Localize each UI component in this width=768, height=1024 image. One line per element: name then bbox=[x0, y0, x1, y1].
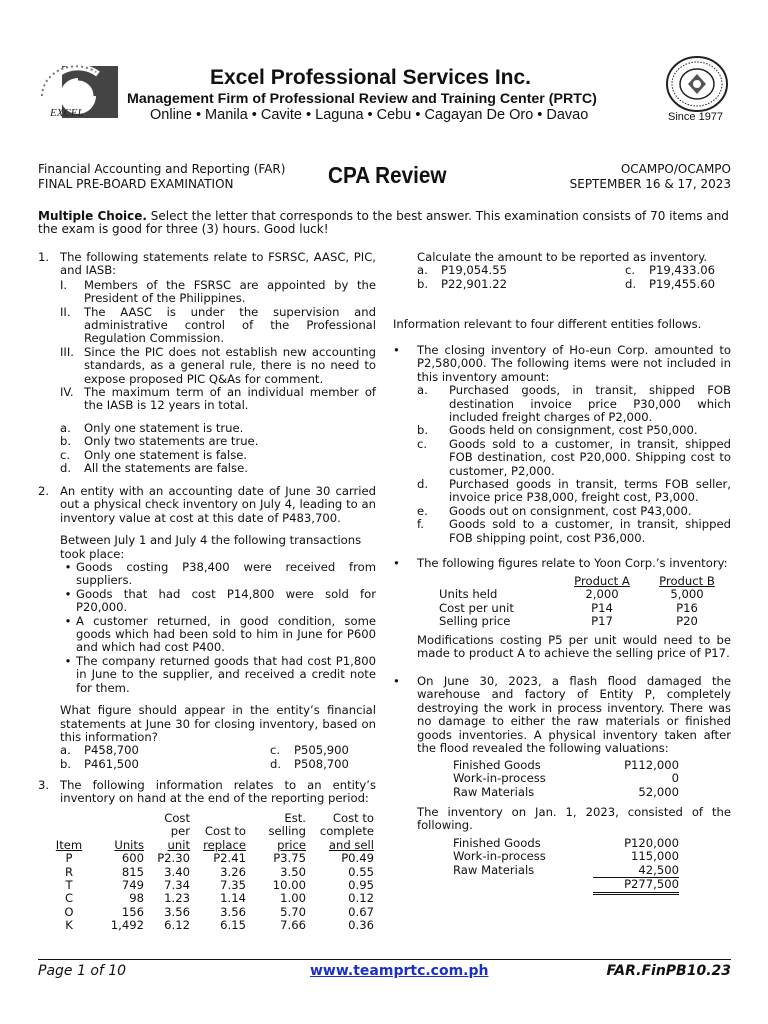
jan-inventory-table bbox=[453, 837, 679, 895]
table-header-row: Cost Est. Cost to bbox=[164, 811, 374, 825]
footer-divider bbox=[38, 959, 731, 960]
q3-stem: The following information relates to an entity’s inventory on hand at the end of the reporting period: bbox=[60, 778, 376, 806]
website-link[interactable]: www.teamprtc.com.ph bbox=[310, 963, 489, 979]
table-row: Work-in-process 0 bbox=[453, 771, 679, 786]
q2-choice[interactable]: c. P505,900 bbox=[270, 743, 349, 758]
instructions-text: Select the letter that corresponds to the best answer. This examination consists of 70 items and the exam is good for three (3) hours. Good luck! bbox=[38, 209, 729, 237]
table-row: Units held 2,000 5,000 bbox=[439, 587, 704, 602]
q1-statement: IV. The maximum term of an individual member of the IASB is 12 years in total. bbox=[60, 385, 376, 413]
company-name: Excel Professional Services Inc. bbox=[210, 66, 532, 89]
table-row: Raw Materials 52,000 bbox=[453, 784, 679, 799]
ho-eun-item: f. Goods sold to a customer, in transit, shipped FOB shipping point, cost P36,000. bbox=[417, 517, 731, 545]
table-row: K 1,492 6.12 6.15 7.66 0.36 bbox=[65, 918, 374, 933]
exam-subject: Financial Accounting and Reporting (FAR) bbox=[38, 162, 286, 176]
q3-number: 3. bbox=[38, 778, 50, 792]
table-row: Finished Goods P112,000 bbox=[453, 758, 679, 772]
question-1 bbox=[38, 251, 376, 476]
table-header-row: Product A Product B bbox=[574, 574, 715, 588]
exam-type: FINAL PRE-BOARD EXAMINATION bbox=[38, 177, 234, 191]
q3-calc: Calculate the amount to be reported as inventory. bbox=[417, 250, 708, 264]
branch-locations: Online • Manila • Cavite • Laguna • Cebu • Cagayan De Oro • Davao bbox=[150, 107, 589, 123]
entity-p-text: On June 30, 2023, a flash flood damaged the warehouse and factory of Entity P, completely destroying the work in process inventory. There was no damage to either the raw materials or finished goods inventories. A physical inventory taken after the flood revealed the following valuations: bbox=[417, 674, 731, 756]
jan-inventory-text: The inventory on Jan. 1, 2023, consisted of the following. bbox=[417, 805, 731, 833]
four-entities-intro: Information relevant to four different entities follows. bbox=[393, 317, 702, 331]
table-row: Work-in-process 115,000 bbox=[453, 849, 679, 864]
entity-yoon: • The following figures relate to Yoon Corp.’s inventory: bbox=[393, 557, 731, 570]
yoon-table bbox=[439, 575, 731, 629]
q3-choice[interactable]: b. P22,901.22 bbox=[417, 276, 507, 291]
company-logo bbox=[38, 64, 120, 124]
table-header-row: per Cost to selling complete bbox=[170, 824, 374, 839]
ho-eun-item: d. Purchased goods in transit, terms FOB seller, invoice price P38,000, freight cost, P3,000. bbox=[417, 477, 731, 505]
ho-eun-text: The closing inventory of Ho-eun Corp. amounted to P2,580,000. The following items were not included in this inventory amount: bbox=[417, 343, 731, 384]
q1-choice[interactable]: a. Only one statement is true. bbox=[60, 420, 244, 435]
table-row: Raw Materials 42,500 bbox=[453, 862, 679, 878]
instructions-lead: Multiple Choice. bbox=[38, 209, 147, 223]
q3-continued bbox=[417, 251, 731, 291]
q1-statement: II. The AASC is under the supervision and administrative control of the Professional Regulation Commission. bbox=[60, 304, 376, 346]
table-row: Cost per unit P14 P16 bbox=[439, 600, 698, 615]
ho-eun-item: a. Purchased goods, in transit, shipped FOB destination invoice price P30,000 which included freight charges of P2,000. bbox=[417, 383, 731, 425]
q3-inventory-table bbox=[54, 812, 374, 933]
q1-statement: III. Since the PIC does not establish new accounting standards, as a general rule, there is no need to expose proposed PIC Q&As for comment. bbox=[60, 344, 376, 386]
q1-stem: The following statements relate to FSRSC, AASC, PIC, and IASB: bbox=[60, 250, 376, 278]
q2-bullet: • Goods costing P38,400 were received from suppliers. bbox=[64, 560, 376, 588]
cpa-review-title: CPA Review bbox=[328, 162, 447, 188]
instructions bbox=[38, 210, 731, 237]
company-subtitle: Management Firm of Professional Review and Training Center (PRTC) bbox=[127, 91, 597, 107]
entity-ho-eun: • The closing inventory of Ho-eun Corp. amounted to P2,580,000. The following items were not included in this inventory amount: a. Purchased goods, in transit, shipped FOB destination invoice price P30,000 which included freight charges of P2,000. b. Goods held on consignment, cost P50,000. c. Goods sold to a customer, in transit, shipped FOB destination, cost P20,000. Shipping cost to customer, P2,000. d. Purchased goods in transit, terms FOB seller, invoice price P38,000, freight cost, P3,000. e. Goods out on consignment, cost P43,000. f. Goods sold to a customer, in transit, shipped FOB shipping point, cost P36,000. bbox=[393, 343, 731, 545]
q2-choice[interactable]: d. P508,700 bbox=[270, 756, 349, 771]
since-year: Since 1977 bbox=[668, 111, 724, 123]
document-code: FAR.FinPB10.23 bbox=[606, 963, 731, 979]
q3-choice[interactable]: c. P19,433.06 bbox=[625, 263, 715, 278]
yoon-note: Modifications costing P5 per unit would need to be made to product A to achieve the selling price of P17. bbox=[417, 633, 731, 661]
q1-choice[interactable]: d. All the statements are false. bbox=[60, 461, 248, 476]
q2-question: What figure should appear in the entity’s financial statements at June 30 for closing inventory, based on this information? bbox=[60, 703, 376, 744]
q3-choice[interactable]: a. P19,054.55 bbox=[417, 263, 507, 278]
q1-number: 1. bbox=[38, 250, 50, 264]
exam-authors: OCAMPO/OCAMPO bbox=[620, 162, 731, 176]
yoon-text: The following figures relate to Yoon Corp.’s inventory: bbox=[417, 556, 728, 570]
table-row: Selling price P17 P20 bbox=[439, 614, 698, 629]
page-number: Page 1 of 10 bbox=[38, 963, 127, 979]
table-row: Finished Goods P120,000 bbox=[453, 836, 679, 850]
logo-text: EXCEL bbox=[50, 107, 84, 119]
q2-intro: Between July 1 and July 4 the following transactions took place: bbox=[60, 533, 362, 561]
table-row: P 600 P2.30 P2.41 P3.75 P0.49 bbox=[65, 851, 374, 866]
ho-eun-item: e. Goods out on consignment, cost P43,000. bbox=[417, 503, 692, 518]
q2-stem: An entity with an accounting date of June 30 carried out a physical check inventory on July 4, leading to an inventory value at cost at this date of P483,700. bbox=[60, 484, 376, 525]
ho-eun-item: b. Goods held on consignment, cost P50,000. bbox=[417, 423, 698, 438]
q1-choice[interactable]: b. Only two statements are true. bbox=[60, 434, 259, 449]
exam-date: SEPTEMBER 16 & 17, 2023 bbox=[569, 177, 731, 191]
table-row: C 98 1.23 1.14 1.00 0.12 bbox=[64, 891, 374, 906]
seal-icon bbox=[666, 56, 728, 112]
q2-choice[interactable]: b. P461,500 bbox=[60, 756, 139, 771]
table-row: O 156 3.56 3.56 5.70 0.67 bbox=[64, 904, 374, 919]
table-total-row: P277,500 bbox=[453, 878, 679, 893]
entity-p: • On June 30, 2023, a flash flood damaged the warehouse and factory of Entity P, completely destroying the work in process inventory. There was no damage to either the raw materials or finished goods inventories. A physical inventory taken after the flood revealed the following valuations: bbox=[393, 674, 731, 756]
table-row: R 815 3.40 3.26 3.50 0.55 bbox=[64, 864, 374, 879]
q1-statement: I. Members of the FSRSC are appointed by the President of the Philippines. bbox=[60, 277, 376, 306]
question-2 bbox=[38, 485, 376, 771]
q3-choice[interactable]: d. P19,455.60 bbox=[625, 276, 715, 291]
ho-eun-item: c. Goods sold to a customer, in transit, shipped FOB destination, cost P20,000. Shipping cost to customer, P2,000. bbox=[417, 436, 731, 478]
q2-choice[interactable]: a. P458,700 bbox=[60, 743, 139, 758]
question-3 bbox=[38, 779, 376, 806]
table-row: T 749 7.34 7.35 10.00 0.95 bbox=[65, 878, 374, 893]
q1-choice[interactable]: c. Only one statement is false. bbox=[60, 447, 248, 462]
q2-number: 2. bbox=[38, 484, 50, 498]
flood-valuation-table bbox=[453, 759, 679, 799]
table-header-row: Item Units unit replace price and sell bbox=[55, 837, 374, 852]
q2-bullet: • Goods that had cost P14,800 were sold for P20,000. bbox=[64, 586, 376, 615]
q2-bullet: • The company returned goods that had cost P1,800 in June to the supplier, and received a credit note for them. bbox=[64, 653, 376, 695]
q2-bullet: • A customer returned, in good condition, some goods which had been sold to him in June for P600 and which had cost P400. bbox=[64, 613, 376, 655]
